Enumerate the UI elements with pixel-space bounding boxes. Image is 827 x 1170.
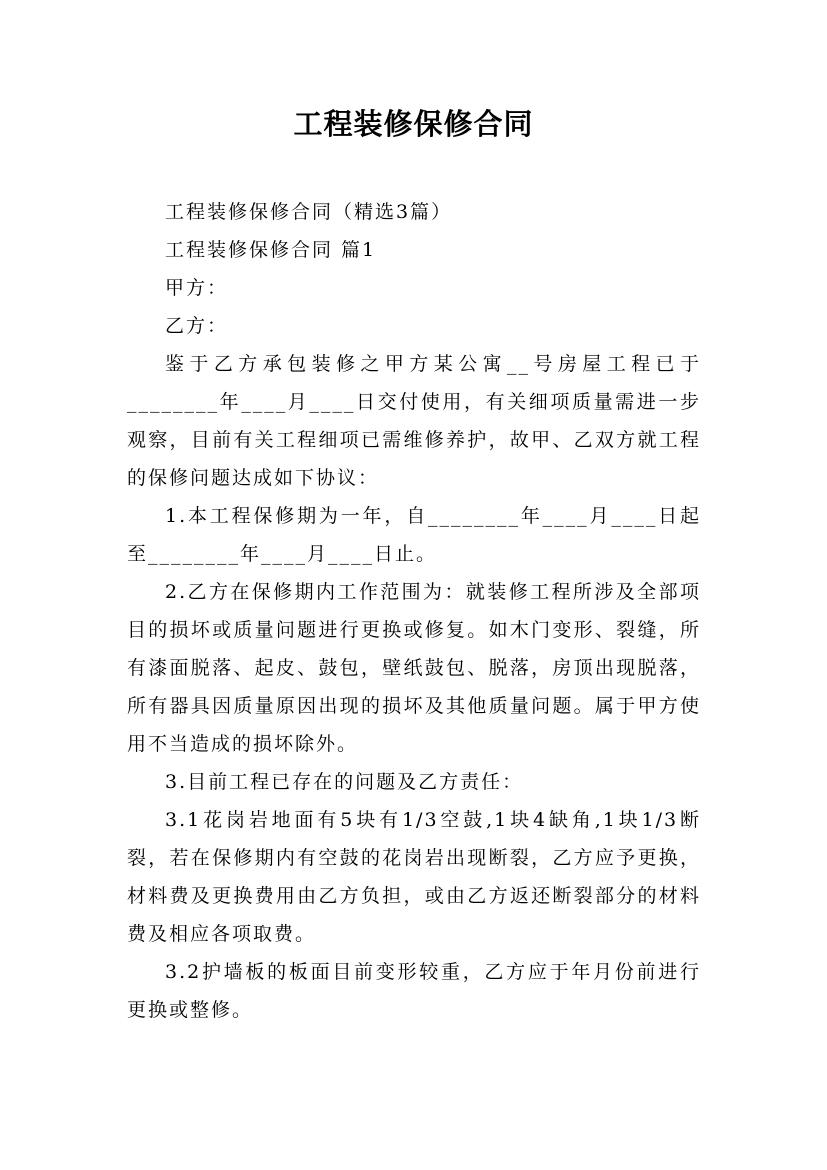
document-body <box>127 193 701 1029</box>
clause-1: 1.本工程保修期为一年，自________年____月____日起至________年____月____日止。 <box>127 505 701 565</box>
document-title: 工程装修保修合同 <box>293 107 534 141</box>
clause-3-1: 3.1花岗岩地面有5块有1/3空鼓,1块4缺角,1块1/3断裂，若在保修期内有空鼓的花岗岩出现断裂，乙方应予更换，材料费及更换费用由乙方负担，或由乙方返还断裂部分的材料费及相应各项取费。 <box>127 809 701 945</box>
party-b-line: 乙方： <box>165 315 229 337</box>
subtitle-line: 工程装修保修合同（精选3篇） <box>165 201 453 223</box>
clause-3-2: 3.2护墙板的板面目前变形较重，乙方应于年月份前进行更换或整修。 <box>127 961 701 1021</box>
party-a-line: 甲方： <box>165 277 229 299</box>
section-heading: 工程装修保修合同 篇1 <box>165 239 377 261</box>
clause-3: 3.目前工程已存在的问题及乙方责任： <box>165 771 524 793</box>
clause-2: 2.乙方在保修期内工作范围为：就装修工程所涉及全部项目的损坏或质量问题进行更换或修复。如木门变形、裂缝，所有漆面脱落、起皮、鼓包，壁纸鼓包、脱落，房顶出现脱落，所有器具因质量原因出现的损坏及其他质量问题。属于甲方使用不当造成的损坏除外。 <box>127 581 701 755</box>
preamble-paragraph: 鉴于乙方承包装修之甲方某公寓__号房屋工程已于________年____月____日交付使用，有关细项质量需进一步观察，目前有关工程细项已需维修养护，故甲、乙双方就工程的保修问题达成如下协议： <box>127 353 701 489</box>
